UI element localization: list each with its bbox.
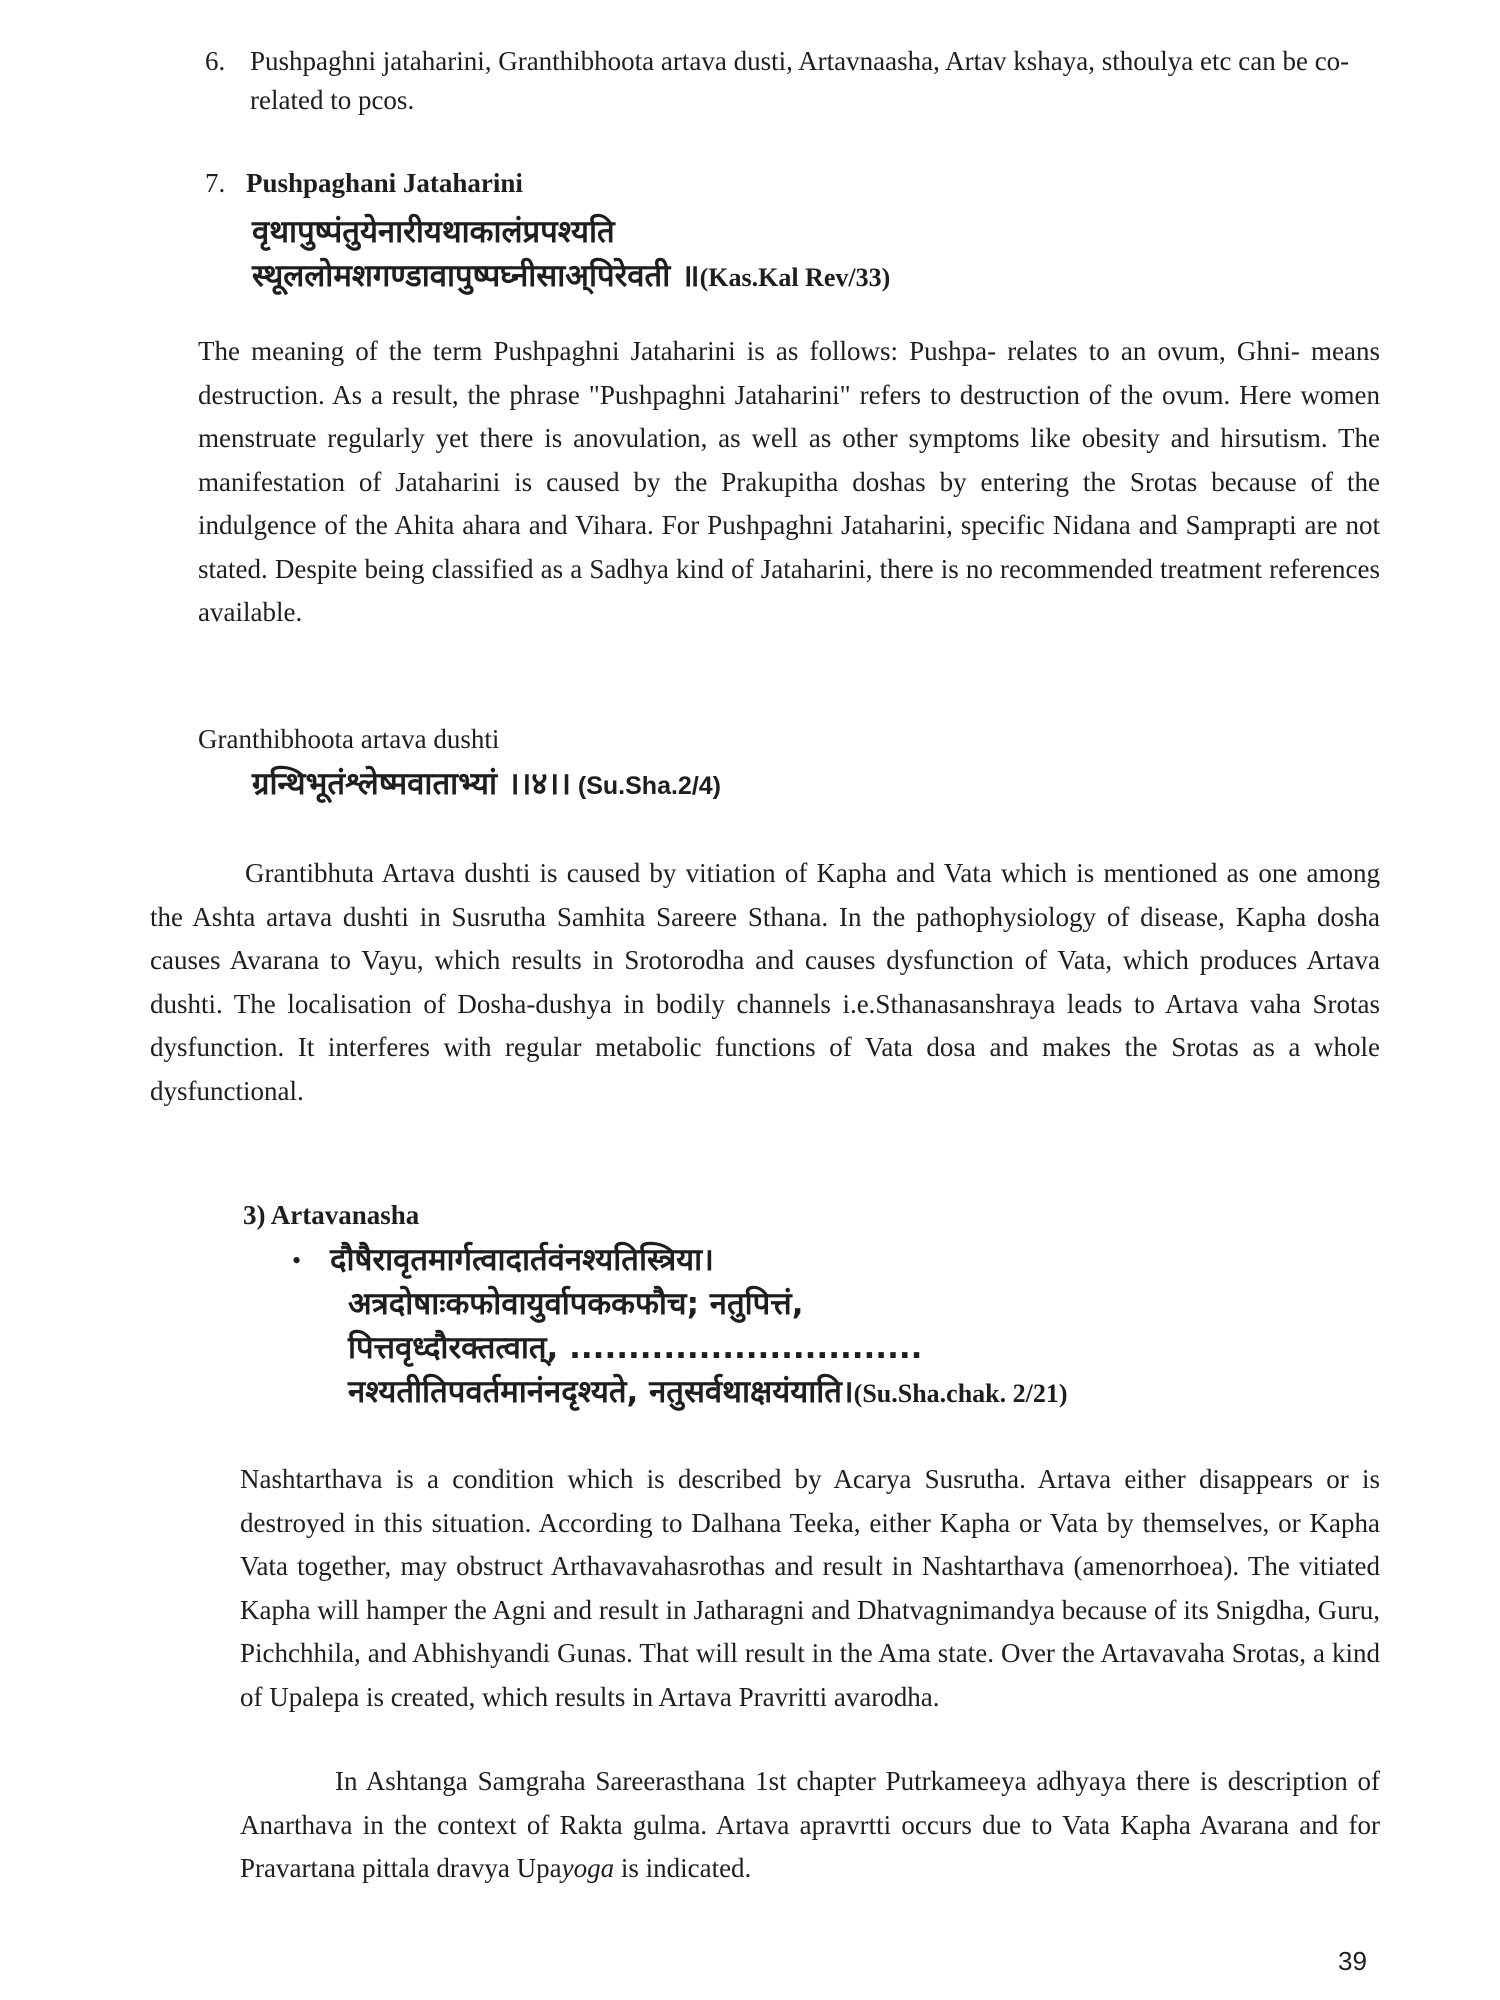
verse-reference: (Su.Sha.2/4)	[570, 772, 722, 800]
paragraph-pushpaghni: The meaning of the term Pushpaghni Jataharini is as follows: Pushpa- relates to an ovum, Ghni- means destruction. As a result, the phrase "Pushpaghni Jataharini" refers to destruction of the ovum. Here women menstruate regularly yet there is anovulation, as well as other symptoms like obesity and hirsutism. The manifestation of Jataharini is caused by the Prakupitha doshas by entering the Srotas because of the indulgence of the Ahita ahara and Vihara. For Pushpaghni Jataharini, specific Nidana and Samprapti are not stated. Despite being classified as a Sadhya kind of Jataharini, there is no recommended treatment references available.	[198, 336, 1380, 627]
section-heading-artavanasha: 3) Artavanasha	[243, 1200, 420, 1230]
sanskrit-verse-artavanasha	[330, 1238, 1068, 1416]
paragraph-nashtarthava: Nashtarthava is a condition which is described by Acarya Susrutha. Artava either disappears or is destroyed in this situation. According to Dalhana Teeka, either Kapha or Vata by themselves, or Kapha Vata together, may obstruct Arthavavahasrothas and result in Nashtarthava (amenorrhoea). The vitiated Kapha will hamper the Agni and result in Jatharagni and Dhatvagnimandya because of its Snigdha, Guru, Pichchhila, and Abhishyandi Gunas. That will result in the Ama state. Over the Artavavaha Srotas, a kind of Upalepa is created, which results in Artava Pravritti avarodha.	[240, 1464, 1380, 1712]
verse-reference: (Kas.Kal Rev/33)	[699, 263, 891, 292]
verse-line-3: पित्तवृध्दौरक्तत्वात्, ..............................	[348, 1330, 923, 1366]
verse-line-1: दौषैरावृतमार्गत्वादार्तवंनश्यतिस्त्रिया।	[330, 1242, 714, 1278]
verse-line-2: अत्रदोषाःकफोवायुर्वापककफौच; नतुपित्तं,	[348, 1286, 804, 1322]
list-item-7	[205, 168, 523, 199]
paragraph-ashtanga: In Ashtanga Samgraha Sareerasthana 1st chapter Putrkameeya adhyaya there is description of Anarthava in the context of Rakta gulma. Artava apravrtti occurs due to Vata Kapha Avarana and for Pravartana pittala dravya Upayoga is indicated.	[240, 1766, 1380, 1883]
item-7-number: 7.	[205, 168, 226, 198]
sanskrit-verse-granthi: ग्रन्थिभूतंश्लेष्मवाताभ्यां ।।४।। (Su.Sha.2/4)	[252, 766, 722, 802]
page-number: 39	[1338, 1946, 1367, 1976]
item-6-number: 6.	[205, 46, 226, 76]
item-7-heading: Pushpaghani Jataharini	[246, 168, 523, 198]
verse-line-4: नश्यतीतिपवर्तमानंनदृश्यते, नतुसर्वथाक्षयंयाति।(Su.Sha.chak. 2/21)	[348, 1374, 1068, 1410]
sanskrit-line-1: वृथापुष्पंतुयेनारीयथाकालंप्रपश्यति	[252, 214, 615, 250]
bullet: •	[292, 1246, 302, 1275]
verse-reference: (Su.Sha.chak. 2/21)	[853, 1379, 1068, 1408]
list-item-6	[205, 42, 1380, 120]
sanskrit-verse-kasyapa	[252, 210, 890, 300]
section-heading-granthibhoota: Granthibhoota artava dushti	[198, 724, 500, 754]
paragraph-granthi: Grantibhuta Artava dushti is caused by vitiation of Kapha and Vata which is mentioned as one among the Ashta artava dushti in Susrutha Samhita Sareere Sthana. In the pathophysiology of disease, Kapha dosha causes Avarana to Vayu, which results in Srotorodha and causes dysfunction of Vata, which produces Artava dushti. The localisation of Dosha-dushya in bodily channels i.e.Sthanasanshraya leads to Artava vaha Srotas dysfunction. It interferes with regular metabolic functions of Vata dosa and makes the Srotas as a whole dysfunctional.	[150, 858, 1380, 1106]
sanskrit-line-2: स्थूललोमशगण्डावापुष्पघ्नीसाअ्पिरेवती ॥(Kas.Kal Rev/33)	[252, 258, 891, 294]
item-6-text: Pushpaghni jataharini, Granthibhoota artava dusti, Artavnaasha, Artav kshaya, sthoulya etc can be co-related to pcos.	[250, 46, 1350, 115]
